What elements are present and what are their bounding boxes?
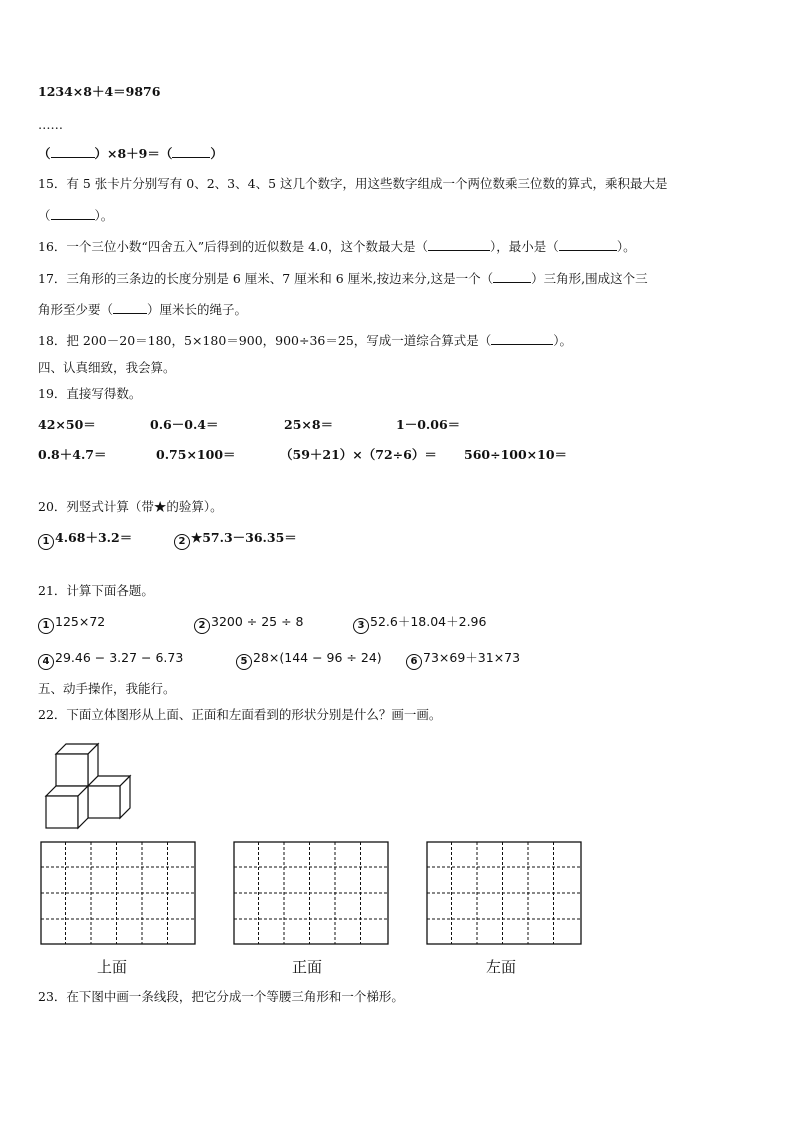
question-20: 20．列竖式计算（带★的验算）。 bbox=[38, 499, 223, 514]
q19-item: 0.75×100＝ bbox=[156, 447, 236, 462]
q21-item: 6 73×69＋31×73 bbox=[406, 650, 520, 670]
question-17: 17．三角形的三条边的长度分别是 6 厘米、7 厘米和 6 厘米,按边来分,这是一个（ ）三角形,围成这个三 bbox=[38, 271, 648, 286]
q19-item: 0.6－0.4＝ bbox=[150, 417, 219, 432]
pattern-blank-line: （ ）×8＋9＝（ ） bbox=[38, 146, 223, 161]
answer-blank[interactable] bbox=[172, 146, 210, 158]
answer-blank[interactable] bbox=[51, 208, 95, 220]
q20-item: 1 4.68＋3.2＝ bbox=[38, 530, 132, 550]
q19-item: 0.8＋4.7＝ bbox=[38, 447, 107, 462]
question-16: 16．一个三位小数“四舍五入”后得到的近似数是 4.0，这个数最大是（ ），最小是（ ）。 bbox=[38, 239, 636, 254]
q19-item: 25×8＝ bbox=[284, 417, 334, 432]
q19-item: （59＋21）×（72÷6）＝ bbox=[280, 447, 437, 462]
circled-number: 2 bbox=[174, 534, 190, 550]
grid-label-top: 上面 bbox=[97, 958, 128, 976]
question-22: 22．下面立体图形从上面、正面和左面看到的形状分别是什么？画一画。 bbox=[38, 707, 442, 722]
answer-blank[interactable] bbox=[559, 239, 617, 251]
q20-item: 2 ★57.3－36.35＝ bbox=[174, 530, 297, 550]
circled-number: 4 bbox=[38, 654, 54, 670]
grid-label-left: 左面 bbox=[486, 958, 517, 976]
answer-blank[interactable] bbox=[491, 333, 553, 345]
cube-face bbox=[56, 754, 88, 786]
q21-item: 4 29.46 − 3.27 − 6.73 bbox=[38, 650, 183, 670]
circled-number: 2 bbox=[194, 618, 210, 634]
answer-blank[interactable] bbox=[113, 302, 147, 314]
answer-blank[interactable] bbox=[493, 271, 531, 283]
cube-figure bbox=[44, 742, 134, 830]
answer-blank[interactable] bbox=[51, 146, 95, 158]
grid-top-view[interactable] bbox=[40, 841, 196, 945]
q21-item: 3 52.6＋18.04＋2.96 bbox=[353, 614, 486, 634]
section-5-title: 五、动手操作，我能行。 bbox=[38, 681, 176, 696]
cube-face bbox=[88, 786, 120, 818]
cube-face bbox=[46, 796, 78, 828]
grid-front-view[interactable] bbox=[233, 841, 389, 945]
question-15-answer: （ ）。 bbox=[38, 208, 114, 223]
pattern-line: 1234×8＋4＝9876 bbox=[38, 84, 161, 99]
circled-number: 5 bbox=[236, 654, 252, 670]
q21-item: 2 3200 ÷ 25 ÷ 8 bbox=[194, 614, 304, 634]
circled-number: 1 bbox=[38, 534, 54, 550]
ellipsis: …… bbox=[38, 117, 63, 132]
question-21: 21．计算下面各题。 bbox=[38, 583, 154, 598]
grid-label-front: 正面 bbox=[292, 958, 323, 976]
q21-item: 1 125×72 bbox=[38, 614, 105, 634]
circled-number: 3 bbox=[353, 618, 369, 634]
q19-item: 42×50＝ bbox=[38, 417, 96, 432]
q19-item: 560÷100×10＝ bbox=[464, 447, 568, 462]
question-23: 23．在下图中画一条线段，把它分成一个等腰三角形和一个梯形。 bbox=[38, 989, 404, 1004]
circled-number: 6 bbox=[406, 654, 422, 670]
q21-item: 5 28×(144 − 96 ÷ 24) bbox=[236, 650, 382, 670]
question-19: 19．直接写得数。 bbox=[38, 386, 142, 401]
grid-left-view[interactable] bbox=[426, 841, 582, 945]
question-17-cont: 角形至少要（ ）厘米长的绳子。 bbox=[38, 302, 248, 317]
question-15: 15．有 5 张卡片分别写有 0、2、3、4、5 这几个数字，用这些数字组成一个两位数乘三位数的算式，乘积最大是 bbox=[38, 176, 668, 191]
answer-blank[interactable] bbox=[428, 239, 490, 251]
q19-item: 1－0.06＝ bbox=[396, 417, 461, 432]
question-18: 18．把 200－20＝180，5×180＝900，900÷36＝25，写成一道综合算式是（ ）。 bbox=[38, 333, 573, 348]
section-4-title: 四、认真细致，我会算。 bbox=[38, 360, 176, 375]
circled-number: 1 bbox=[38, 618, 54, 634]
